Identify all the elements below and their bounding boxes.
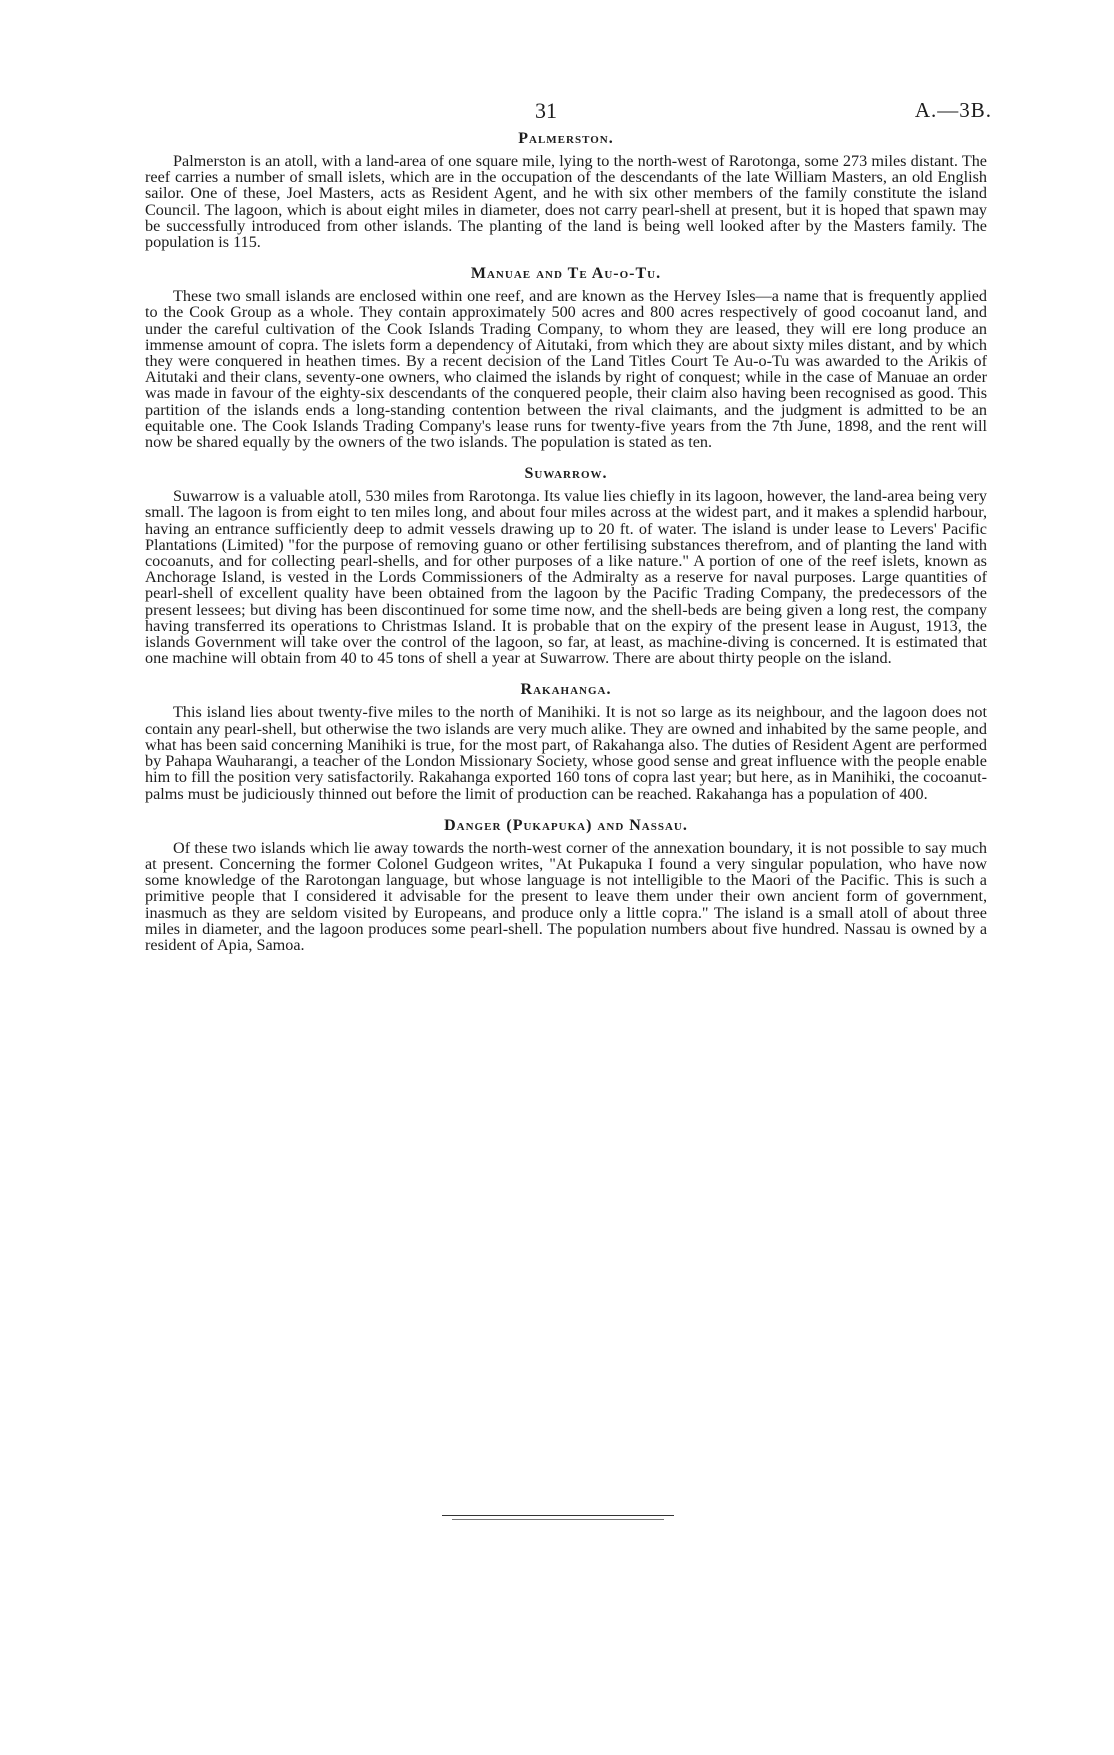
section-title: Suwarrow.: [524, 465, 608, 483]
section-suwarrow: [145, 463, 987, 666]
closing-rule-top: [442, 1515, 674, 1516]
section-title: Danger (Pukapuka) and Nassau.: [444, 816, 688, 834]
section-danger-nassau: [145, 815, 987, 953]
section-paragraph: Suwarrow is a valuable atoll, 530 miles from Rarotonga. Its value lies chiefly in its lagoon, however, the land-area being very small. The lagoon is from eight to ten miles long, and about four miles across at the widest part, and it makes a splendid harbour, having an entrance sufficiently deep to admit vessels drawing up to 20 ft. of water. The island is under lease to Levers' Pacific Plantations (Limited) "for the purpose of removing guano or other fertilising substances therefrom, and of planting the land with cocoanuts, and for collecting pearl-shells, and for other purposes of a like nature." A portion of one of the reef islets, known as Anchorage Island, is vested in the Lords Commissioners of the Admiralty as a reserve for naval purposes. Large quantities of pearl-shell of excellent quality have been obtained from the lagoon by the Pacific Trading Company, the predecessors of the present lessees; but diving has been discontinued for some time now, and the shell-beds are being given a long rest, the company having transferred its operations to Christmas Island. It is probable that on the expiry of the present lease in August, 1913, the islands Government will take over the control of the lagoon, so far, at least, as machine-diving is concerned. It is estimated that one machine will obtain from 40 to 45 tons of shell a year at Suwarrow. There are about thirty people on the island.: [145, 487, 987, 668]
section-title: Rakahanga.: [520, 681, 612, 699]
section-title: Manuae and Te Au-o-Tu.: [470, 265, 662, 283]
section-palmerston: [145, 128, 987, 250]
section-paragraph: These two small islands are enclosed within one reef, and are known as the Hervey Isles—a name that is frequently applied to the Cook Group as a whole. They contain approximately 500 acres and 800 acres respectively of good cocoanut land, and under the careful cultivation of the Cook Islands Trading Company, to whom they are leased, they will ere long produce an immense amount of copra. The islets form a dependency of Aitutaki, from which they are about sixty miles distant, and by which they were conquered in heathen times. By a recent decision of the Land Titles Court Te Au-o-Tu was awarded to the Arikis of Aitutaki and their clans, seventy-one owners, who claimed the islands by right of conquest; while in the case of Manuae an order was made in favour of the eighty-six descendants of the conquered people, their claim also having been recognised as good. This partition of the islands ends a long-standing contention between the rival claimants, and the judgment is admitted to be an equitable one. The Cook Islands Trading Company's lease runs for twenty-five years from the 7th June, 1898, and the rent will now be shared equally by the owners of the two islands. The population is stated as ten.: [145, 287, 987, 452]
section-manuae-te-au-o-tu: [145, 263, 987, 450]
document-reference: A.—3B.: [914, 98, 992, 122]
section-paragraph: Palmerston is an atoll, with a land-area of one square mile, lying to the north-west of Rarotonga, some 273 miles distant. The reef carries a number of small islets, which are in the occupation of the descendants of the late William Masters, an old English sailor. One of these, Joel Masters, acts as Resident Agent, and he with six other members of the family constitute the island Council. The lagoon, which is about eight miles in diameter, does not carry pearl-shell at present, but it is hoped that spawn may be successfully introduced from other islands. The planting of the land is being well looked after by the Masters family. The population is 115.: [145, 152, 987, 252]
closing-rule-bottom: [452, 1519, 664, 1520]
page-header: [0, 98, 1114, 128]
page-content: [145, 128, 987, 966]
section-title: Palmerston.: [518, 130, 614, 147]
section-paragraph: This island lies about twenty-five miles to the north of Manihiki. It is not so large as its neighbour, and the lagoon does not contain any pearl-shell, but otherwise the two islands are very much alike. They are owned and inhabited by the same people, and what has been said concerning Manihiki is true, for the most part, of Rakahanga also. The duties of Resident Agent are performed by Pahapa Wauharangi, a teacher of the London Missionary Society, whose good sense and great influence with the people enable him to fill the position very satisfactorily. Rakahanga exported 160 tons of copra last year; but here, as in Manihiki, the cocoanut-palms must be judiciously thinned out before the limit of production can be reached. Rakahanga has a population of 400.: [145, 703, 987, 803]
page-number: 31: [535, 98, 557, 123]
section-paragraph: Of these two islands which lie away towards the north-west corner of the annexation boundary, it is not possible to say much at present. Concerning the former Colonel Gudgeon writes, "At Pukapuka I found a very singular population, who have now some knowledge of the Rarotongan language, but whose language is not intelligible to the Maori of the Pacific. This is such a primitive people that I considered it advisable for the present to leave them under their own ancient form of government, inasmuch as they are seldom visited by Europeans, and produce only a little copra." The island is a small atoll of about three miles in diameter, and the lagoon produces some pearl-shell. The population numbers about five hundred. Nassau is owned by a resident of Apia, Samoa.: [145, 838, 987, 954]
section-rakahanga: [145, 679, 987, 801]
